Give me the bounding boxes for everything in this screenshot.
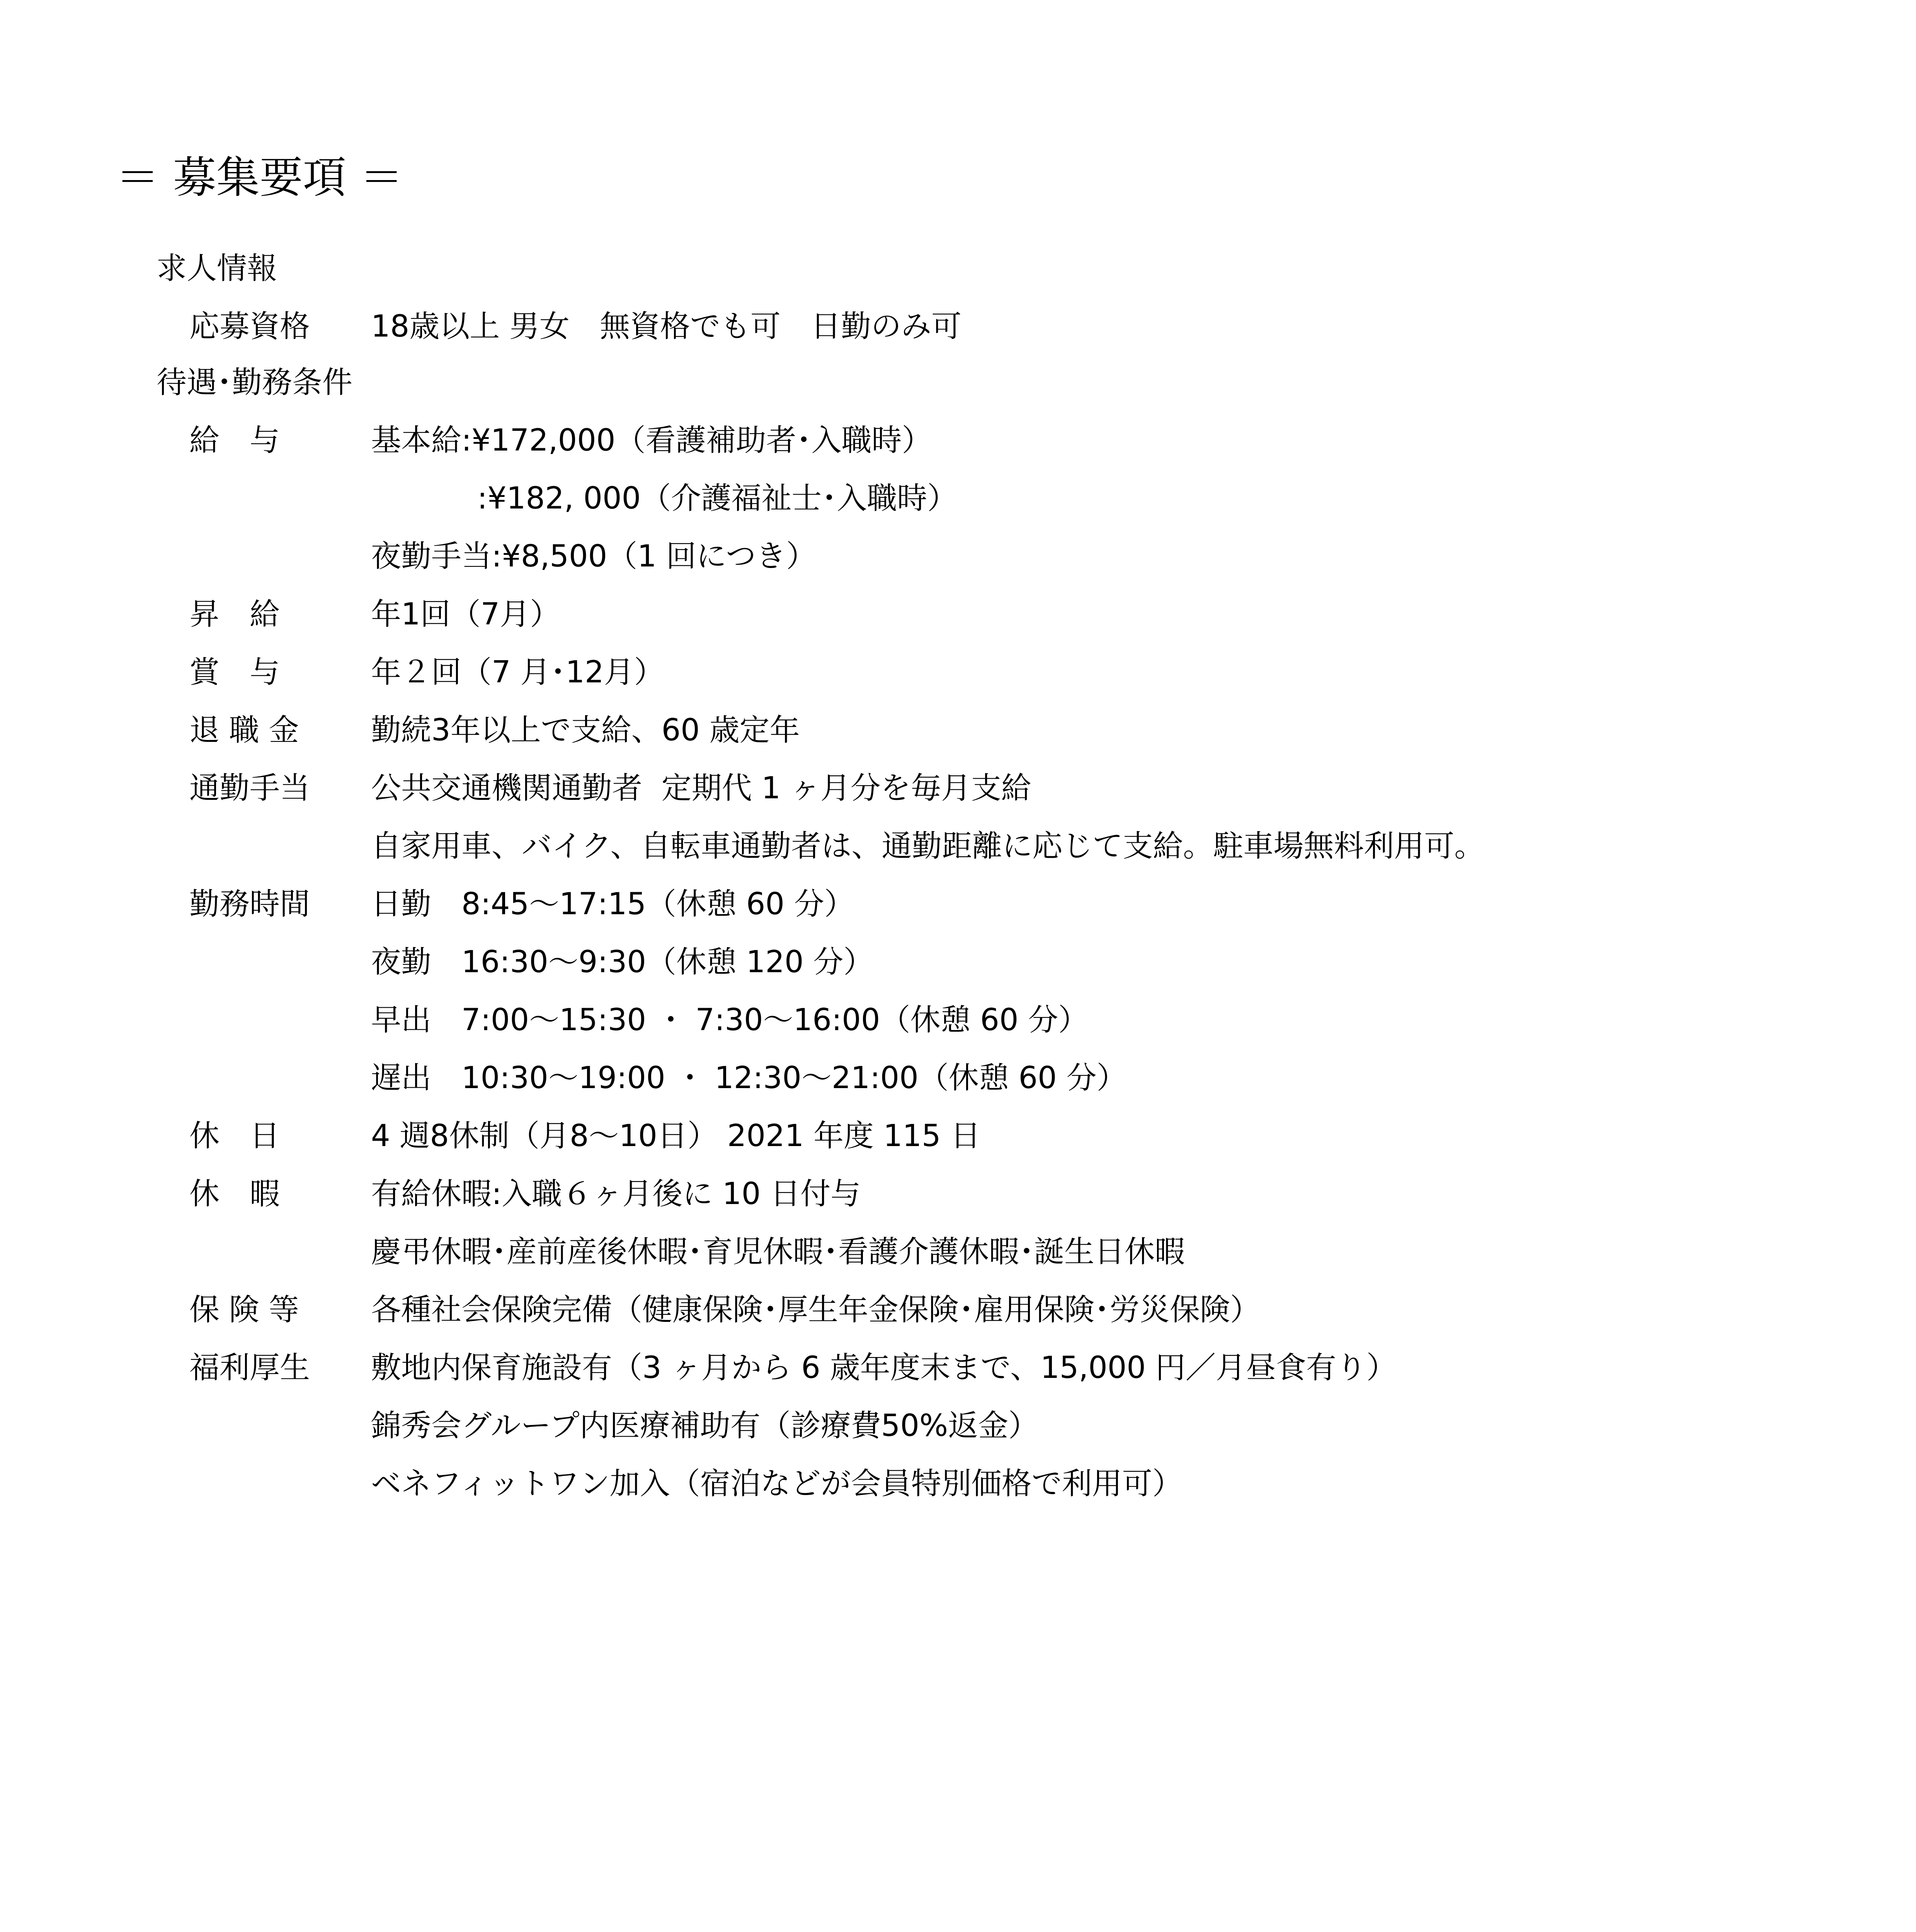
label-commute: 通勤手当 <box>189 771 310 806</box>
label-welfare: 福利厚生 <box>189 1350 310 1385</box>
row-leave <box>189 1175 861 1213</box>
value-welfare-childcare: 敷地内保育施設有（3 ヶ月から 6 歳年度末まで、15,000 円／月昼食有り） <box>371 1350 1397 1385</box>
section-heading-conditions: 待遇･勤務条件 <box>157 365 353 400</box>
row-holidays <box>189 1117 980 1155</box>
row-commute <box>189 769 1031 808</box>
value-raise: 年1回（7月） <box>371 597 560 632</box>
value-welfare-medical: 錦秀会グループ内医療補助有（診療費50%返金） <box>371 1408 1039 1443</box>
row-hours <box>189 885 854 923</box>
value-salary-night-allowance: 夜勤手当:¥8,500（1 回につき） <box>371 539 817 574</box>
value-hours-late: 遅出 10:30～19:00 ・ 12:30～21:00（休憩 60 分） <box>371 1061 1127 1095</box>
row-welfare <box>189 1349 1397 1387</box>
row-raise <box>189 595 560 634</box>
label-hours: 勤務時間 <box>189 887 310 922</box>
value-salary-base-careworker: :¥182, 000（介護福祉士･入職時） <box>477 481 958 516</box>
row-retirement <box>189 711 800 750</box>
label-salary: 給 与 <box>189 423 280 458</box>
section-heading-job-info: 求人情報 <box>157 251 277 286</box>
value-qualification: 18歳以上 男女 無資格でも可 日勤のみ可 <box>371 309 962 344</box>
label-insurance: 保 険 等 <box>189 1293 299 1327</box>
row-insurance <box>189 1291 1260 1329</box>
label-holidays: 休 日 <box>189 1119 280 1153</box>
row-qualification <box>189 307 961 346</box>
value-hours-early: 早出 7:00～15:30 ・ 7:30～16:00（休憩 60 分） <box>371 1003 1089 1037</box>
value-insurance: 各種社会保険完備（健康保険･厚生年金保険･雇用保険･労災保険） <box>371 1293 1261 1327</box>
value-retirement: 勤続3年以上で支給、60 歳定年 <box>371 713 800 748</box>
value-leave-paid: 有給休暇:入職６ヶ月後に 10 日付与 <box>371 1177 861 1211</box>
label-retirement: 退 職 金 <box>189 713 299 748</box>
value-bonus: 年２回（7 月･12月） <box>371 655 664 690</box>
label-raise: 昇 給 <box>189 597 280 632</box>
value-salary-base-assistant: 基本給:¥172,000（看護補助者･入職時） <box>371 423 932 458</box>
page-title: ＝ 募集要項 ＝ <box>116 153 403 203</box>
value-hours-night: 夜勤 16:30～9:30（休憩 120 分） <box>371 945 874 980</box>
value-welfare-benefit-one: ベネフィットワン加入（宿泊などが会員特別価格で利用可） <box>371 1466 1183 1501</box>
label-bonus: 賞 与 <box>189 655 280 690</box>
value-commute-private: 自家用車、バイク、自転車通勤者は、通勤距離に応じて支給。駐車場無料利用可。 <box>371 829 1485 864</box>
row-salary <box>189 421 932 460</box>
value-commute-public: 公共交通機関通勤者 定期代 1 ヶ月分を毎月支給 <box>371 771 1031 806</box>
value-leave-special: 慶弔休暇･産前産後休暇･育児休暇･看護介護休暇･誕生日休暇 <box>371 1235 1185 1269</box>
value-holidays: 4 週8休制（月8～10日） 2021 年度 115 日 <box>371 1119 981 1153</box>
label-qualification: 応募資格 <box>189 309 310 344</box>
value-hours-day: 日勤 8:45～17:15（休憩 60 分） <box>371 887 854 922</box>
label-leave: 休 暇 <box>189 1177 280 1211</box>
row-bonus <box>189 653 664 692</box>
